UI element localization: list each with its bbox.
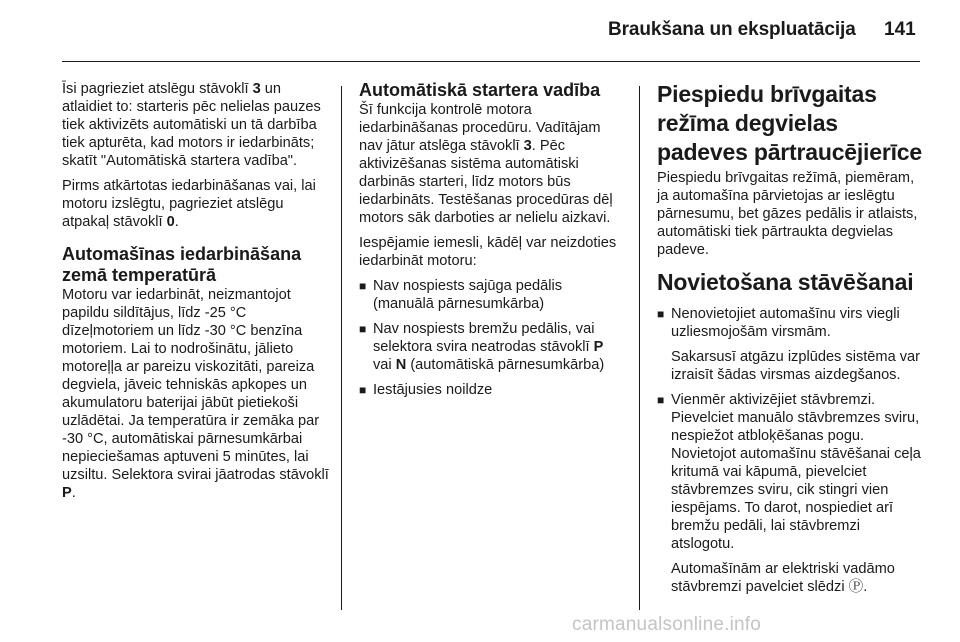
column-divider bbox=[639, 86, 640, 610]
paragraph: Iespējamie iemesli, kādēļ var neizdoties iedarbināt motoru: bbox=[359, 235, 617, 269]
paragraph: Pirms atkārtotas iedarbināšanas vai, lai motoru izslēgtu, pagrieziet atslēgu atpakaļ stāvoklī 0. bbox=[62, 178, 316, 230]
header-rule bbox=[62, 61, 920, 62]
list-item: ■ Nav nospiests bremžu pedālis, vai selektora svira neatrodas stāvoklī P vai N (automātiskā pārnesumkārba) bbox=[359, 321, 605, 373]
section-heading: Automātiskā startera vadība bbox=[359, 80, 601, 100]
bullet-icon: ■ bbox=[359, 322, 367, 336]
paragraph: Vienmēr aktivizējiet stāvbremzi. Pievelciet manuālo stāvbremzes sviru, nespiežot atbloķēšanas pogu. Novietojot automašīnu stāvēšanai ceļa kritumā vai kāpumā, pievelciet stāvbremzes sviru, cik stingri vien iespējams. To darot, nospiediet arī bremžu pedāli, lai stāvbremzi atslogotu. bbox=[671, 392, 921, 552]
section-heading: Automašīnas iedarbināšana zemā temperatūrā bbox=[62, 244, 302, 285]
bullet-icon: ■ bbox=[359, 383, 367, 397]
reasons-list bbox=[359, 277, 625, 399]
list-item: ■ Nav nospiests sajūga pedālis (manuālā pārnesumkārba) bbox=[359, 278, 563, 312]
list-item bbox=[657, 391, 923, 596]
paragraph: Īsi pagrieziet atslēgu stāvoklī 3 un atlaidiet to: starteris pēc nelielas pauzes tiek aktivizēts automātiski un tā darbība tiek apturēta, kad motors ir iedarbināts; skatīt "Automātiskā startera vadība". bbox=[62, 81, 321, 169]
section-heading: Piespiedu brīvgaitas režīma degvielas padeves pārtraucējierīce bbox=[657, 81, 922, 165]
paragraph: Šī funkcija kontrolē motora iedarbināšanas procedūru. Vadītājam nav jātur atslēga stāvoklī 3. Pēc aktivizēšanas sistēma automātiski darbinās starteri, līdz motors būs iedarbināts. Testēšanas procedūras dēļ motors sāk darboties ar nelielu aizkavi. bbox=[359, 102, 613, 226]
paragraph: Nenovietojiet automašīnu virs viegli uzliesmojošām virsmām. bbox=[671, 306, 900, 340]
paragraph: Automašīnām ar elektriski vadāmo stāvbremzi pavelciet slēdzi Ⓟ. bbox=[671, 561, 895, 595]
list-item: ■ Iestājusies noildze bbox=[359, 382, 493, 398]
page-header-title: Braukšana un ekspluatācija bbox=[608, 19, 856, 40]
paragraph: Piespiedu brīvgaitas režīmā, piemēram, ja automašīna pārvietojas ar ieslēgtu pārnesumu, bet gāzes pedālis ir atlaists, automātiski tiek pārtraukta degvielas padeve. bbox=[657, 170, 918, 258]
list-item bbox=[657, 305, 923, 384]
column-middle bbox=[359, 80, 625, 406]
column-right bbox=[657, 80, 923, 603]
parking-list bbox=[657, 305, 923, 596]
column-left bbox=[62, 80, 330, 509]
bullet-icon: ■ bbox=[657, 307, 665, 321]
paragraph: Sakarsusī atgāzu izplūdes sistēma var izraisīt šādas virsmas aizdegšanos. bbox=[671, 349, 921, 383]
column-divider bbox=[341, 86, 342, 610]
page-number: 141 bbox=[884, 19, 916, 40]
parking-brake-icon: Ⓟ bbox=[848, 579, 864, 595]
bullet-icon: ■ bbox=[657, 393, 665, 407]
watermark: carmanualsonline.info bbox=[572, 614, 762, 635]
paragraph: Motoru var iedarbināt, neizmantojot papildu sildītājus, līdz -25 °C dīzeļmotoriem un līdz -30 °C benzīna motoriem. Lai to nodrošinātu, jālieto motoreļļa ar pareizu viskozitāti, pareiza degviela, jāveic tehniskās apkopes un akumulatoru baterijai jābūt pietiekoši uzlādētai. Ja temperatūra ir zemāka par -30 °C, automātiskai pārnesumkārbai nepieciešamas aptuveni 5 minūtes, lai uzsiltu. Selektora svirai jāatrodas stāvoklī P. bbox=[62, 287, 329, 501]
bullet-icon: ■ bbox=[359, 279, 367, 293]
section-heading: Novietošana stāvēšanai bbox=[657, 269, 914, 295]
